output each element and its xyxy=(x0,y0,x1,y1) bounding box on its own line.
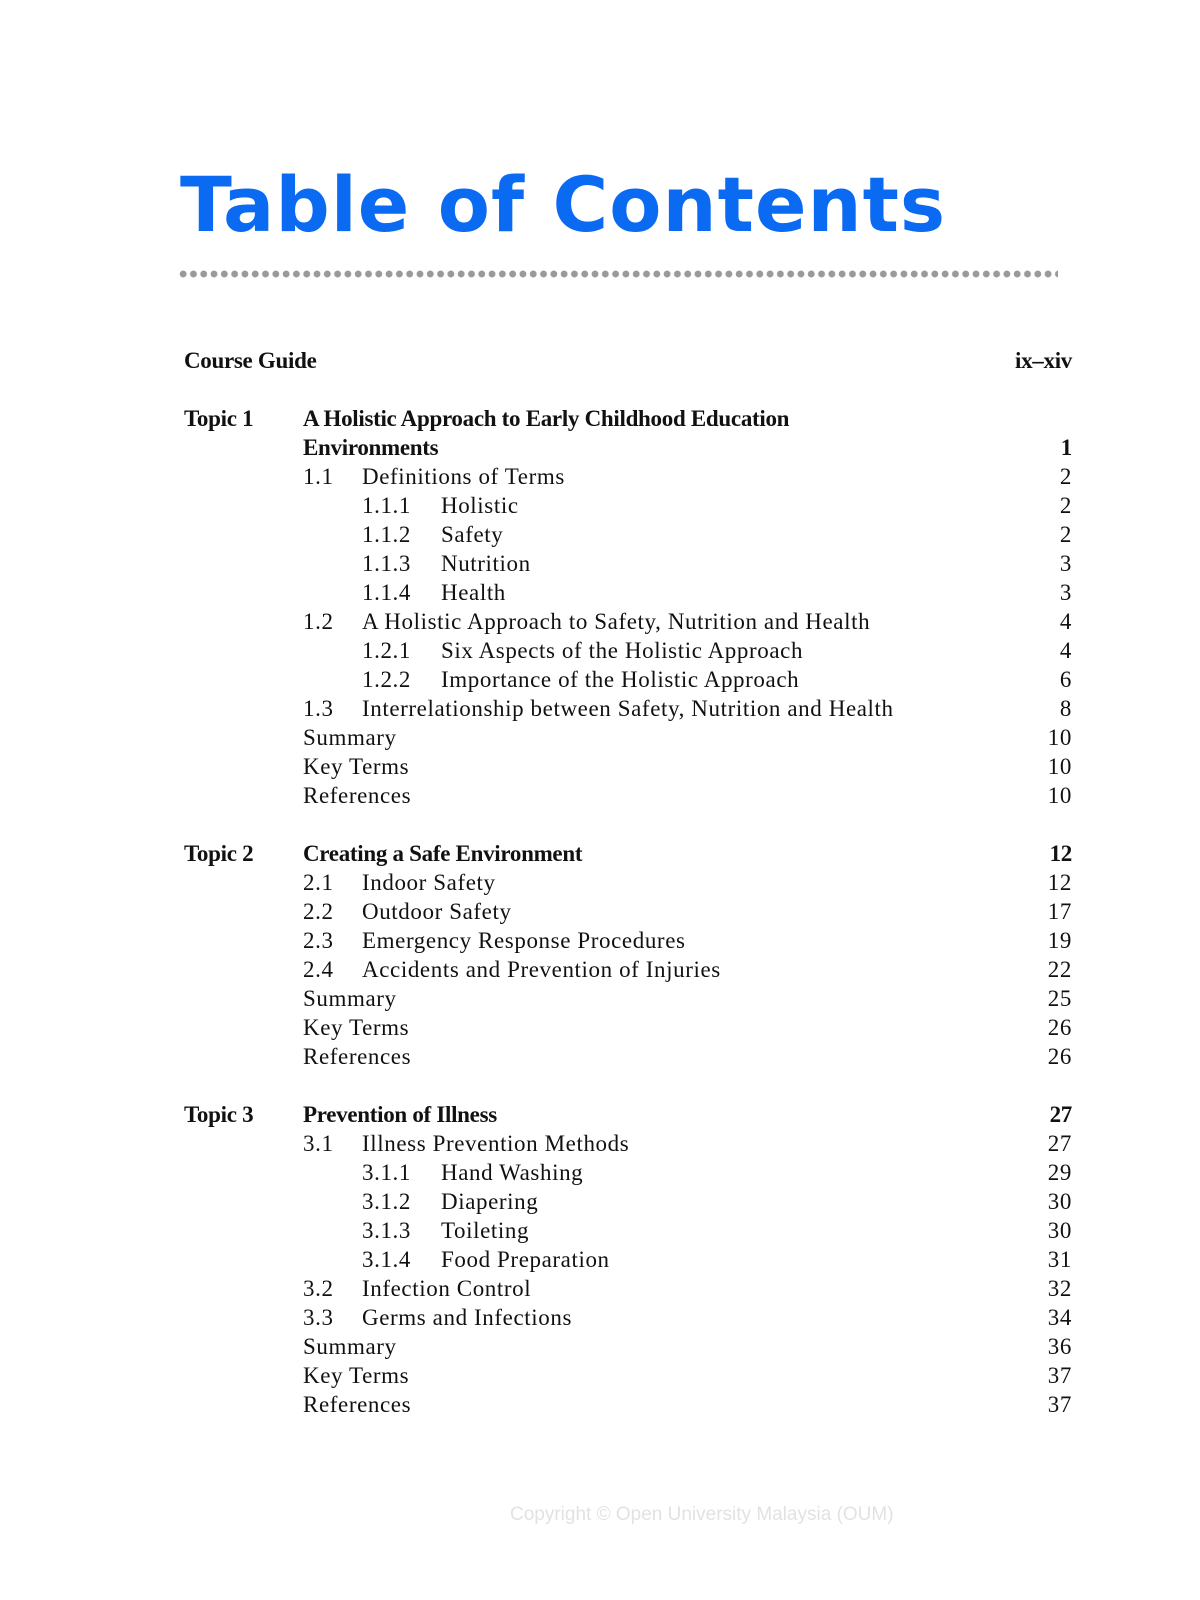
entry-title: Key Terms xyxy=(303,754,410,779)
topic-label: Topic 1 xyxy=(184,406,254,431)
entry-page: 26 xyxy=(1047,1044,1072,1069)
entry-title: References xyxy=(303,1392,412,1417)
toc-entry[interactable] xyxy=(0,897,1200,927)
toc-entry-course-guide[interactable] xyxy=(0,346,1200,376)
toc-entry[interactable] xyxy=(0,491,1200,521)
entry-page: 10 xyxy=(1047,783,1072,808)
entry-page: ix–xiv xyxy=(1015,348,1072,373)
toc-entry[interactable] xyxy=(0,752,1200,782)
entry-title: A Holistic Approach to Safety, Nutrition and Health xyxy=(362,609,871,634)
entry-page: 8 xyxy=(1059,696,1072,721)
entry-title: Safety xyxy=(441,522,504,547)
toc-entry[interactable] xyxy=(0,1158,1200,1188)
entry-title: Illness Prevention Methods xyxy=(362,1131,630,1156)
toc-entry[interactable] xyxy=(0,636,1200,666)
entry-page: 30 xyxy=(1047,1218,1072,1243)
toc-entry[interactable] xyxy=(0,1332,1200,1362)
entry-number: 2.4 xyxy=(303,957,334,982)
entry-page: 30 xyxy=(1047,1189,1072,1214)
toc-entry[interactable] xyxy=(0,1013,1200,1043)
toc-entry[interactable] xyxy=(0,1274,1200,1304)
toc-entry[interactable] xyxy=(0,1216,1200,1246)
entry-page: 10 xyxy=(1047,754,1072,779)
entry-title: Food Preparation xyxy=(441,1247,610,1272)
toc-entry[interactable] xyxy=(0,723,1200,753)
entry-number: 1.2.2 xyxy=(362,667,411,692)
entry-title: Summary xyxy=(303,725,397,750)
topic-page: 12 xyxy=(1049,841,1072,866)
entry-number: 1.3 xyxy=(303,696,334,721)
topic-title: Prevention of Illness xyxy=(303,1102,497,1127)
entry-number: 1.1.1 xyxy=(362,493,411,518)
entry-title: Importance of the Holistic Approach xyxy=(441,667,800,692)
entry-title: Six Aspects of the Holistic Approach xyxy=(441,638,804,663)
entry-page: 2 xyxy=(1059,493,1072,518)
entry-number: 2.3 xyxy=(303,928,334,953)
toc-entry[interactable] xyxy=(0,868,1200,898)
entry-page: 2 xyxy=(1059,464,1072,489)
entry-number: 1.2.1 xyxy=(362,638,411,663)
topic-label: Topic 3 xyxy=(184,1102,254,1127)
entry-title: Emergency Response Procedures xyxy=(362,928,686,953)
entry-page: 6 xyxy=(1059,667,1072,692)
entry-page: 4 xyxy=(1059,638,1072,663)
entry-title: References xyxy=(303,783,412,808)
entry-number: 1.2 xyxy=(303,609,334,634)
entry-page: 22 xyxy=(1047,957,1072,982)
toc-entry[interactable] xyxy=(0,549,1200,579)
topic-label: Topic 2 xyxy=(184,841,254,866)
entry-title: Interrelationship between Safety, Nutrition and Health xyxy=(362,696,894,721)
entry-title: Accidents and Prevention of Injuries xyxy=(362,957,721,982)
toc-entry[interactable] xyxy=(0,694,1200,724)
topic-page: 1 xyxy=(1060,435,1072,460)
toc-entry[interactable] xyxy=(0,1245,1200,1275)
entry-number: 3.1.4 xyxy=(362,1247,411,1272)
entry-title: References xyxy=(303,1044,412,1069)
topic-page: 27 xyxy=(1049,1102,1072,1127)
entry-page: 27 xyxy=(1047,1131,1072,1156)
entry-title: Outdoor Safety xyxy=(362,899,512,924)
entry-title: Definitions of Terms xyxy=(362,464,565,489)
page-title: Table of Contents xyxy=(180,160,947,249)
entry-number: 3.1.3 xyxy=(362,1218,411,1243)
entry-title: Health xyxy=(441,580,506,605)
toc-topic-1-cont[interactable] xyxy=(0,433,1200,463)
entry-number: 1.1.3 xyxy=(362,551,411,576)
entry-page: 26 xyxy=(1047,1015,1072,1040)
entry-title: Hand Washing xyxy=(441,1160,584,1185)
toc-topic-2[interactable] xyxy=(0,839,1200,869)
entry-number: 3.2 xyxy=(303,1276,334,1301)
entry-page: 29 xyxy=(1047,1160,1072,1185)
entry-page: 3 xyxy=(1059,580,1072,605)
toc-topic-1[interactable] xyxy=(0,404,1200,434)
entry-page: 34 xyxy=(1047,1305,1072,1330)
toc-entry[interactable] xyxy=(0,984,1200,1014)
entry-page: 10 xyxy=(1047,725,1072,750)
entry-title: Course Guide xyxy=(184,348,317,373)
toc-entry[interactable] xyxy=(0,1390,1200,1420)
entry-number: 2.1 xyxy=(303,870,334,895)
entry-page: 19 xyxy=(1047,928,1072,953)
entry-page: 36 xyxy=(1047,1334,1072,1359)
toc-entry[interactable] xyxy=(0,1361,1200,1391)
entry-title: Holistic xyxy=(441,493,519,518)
entry-number: 3.1.1 xyxy=(362,1160,411,1185)
toc-entry[interactable] xyxy=(0,578,1200,608)
entry-number: 1.1.4 xyxy=(362,580,411,605)
entry-title: Toileting xyxy=(441,1218,530,1243)
entry-page: 12 xyxy=(1047,870,1072,895)
topic-title: Creating a Safe Environment xyxy=(303,841,583,866)
entry-page: 37 xyxy=(1047,1392,1072,1417)
toc-entry[interactable] xyxy=(0,781,1200,811)
toc-entry[interactable] xyxy=(0,1042,1200,1072)
entry-title: Diapering xyxy=(441,1189,539,1214)
entry-title: Summary xyxy=(303,1334,397,1359)
toc-entry[interactable] xyxy=(0,1187,1200,1217)
entry-page: 2 xyxy=(1059,522,1072,547)
entry-number: 2.2 xyxy=(303,899,334,924)
topic-title-cont: Environments xyxy=(303,435,439,460)
entry-page: 37 xyxy=(1047,1363,1072,1388)
entry-title: Summary xyxy=(303,986,397,1011)
toc-topic-3[interactable] xyxy=(0,1100,1200,1130)
copyright-notice: Copyright © Open University Malaysia (OUM) xyxy=(510,1504,894,1525)
entry-number: 3.3 xyxy=(303,1305,334,1330)
entry-page: 31 xyxy=(1047,1247,1072,1272)
entry-number: 3.1 xyxy=(303,1131,334,1156)
entry-page: 17 xyxy=(1047,899,1072,924)
toc-entry[interactable] xyxy=(0,665,1200,695)
toc-entry[interactable] xyxy=(0,926,1200,956)
topic-title: A Holistic Approach to Early Childhood Education xyxy=(303,406,790,431)
entry-page: 3 xyxy=(1059,551,1072,576)
entry-title: Nutrition xyxy=(441,551,531,576)
entry-title: Key Terms xyxy=(303,1015,410,1040)
entry-number: 3.1.2 xyxy=(362,1189,411,1214)
entry-page: 32 xyxy=(1047,1276,1072,1301)
toc-entry[interactable] xyxy=(0,1129,1200,1159)
entry-title: Infection Control xyxy=(362,1276,532,1301)
toc-entry[interactable] xyxy=(0,520,1200,550)
entry-title: Key Terms xyxy=(303,1363,410,1388)
entry-number: 1.1 xyxy=(303,464,334,489)
toc-entry[interactable] xyxy=(0,462,1200,492)
toc-entry[interactable] xyxy=(0,955,1200,985)
entry-number: 1.1.2 xyxy=(362,522,411,547)
entry-page: 4 xyxy=(1059,609,1072,634)
toc-entry[interactable] xyxy=(0,607,1200,637)
toc-entry[interactable] xyxy=(0,1303,1200,1333)
entry-title: Germs and Infections xyxy=(362,1305,572,1330)
entry-title: Indoor Safety xyxy=(362,870,496,895)
entry-page: 25 xyxy=(1047,986,1072,1011)
